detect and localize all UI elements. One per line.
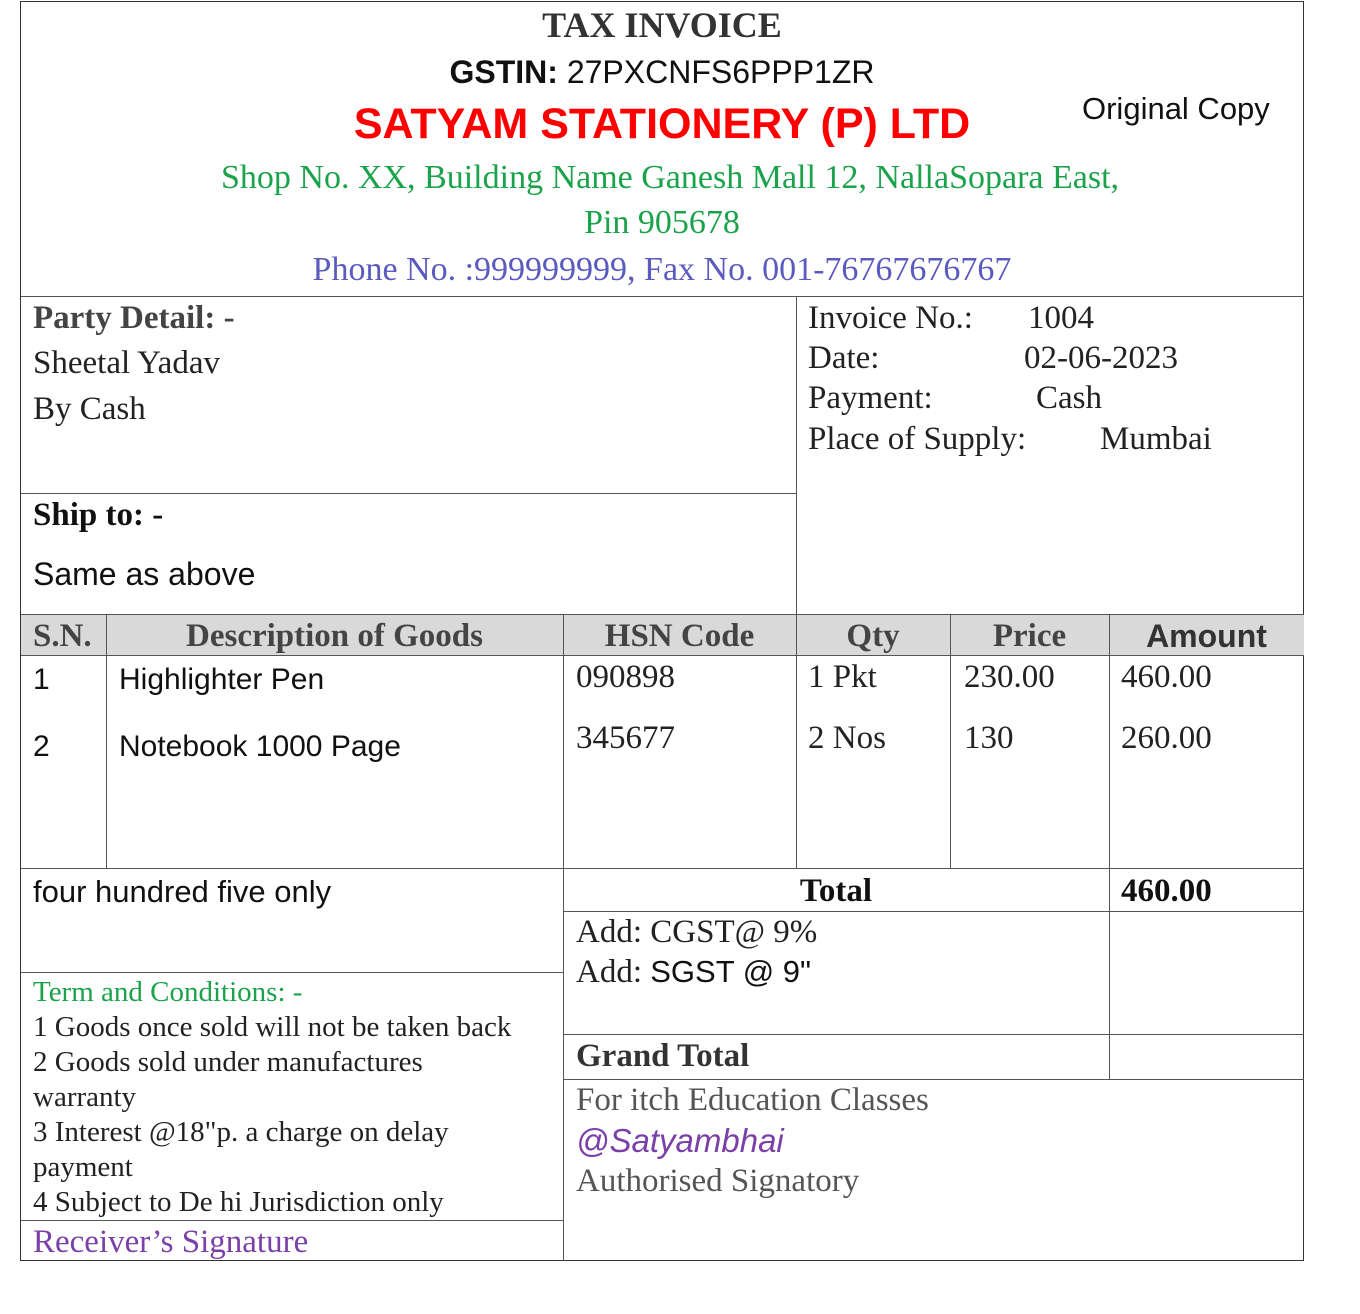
divider-table-top [21,614,1304,615]
divider-terms-receiver [21,1220,563,1221]
sgst-label [576,956,811,989]
amount-in-words: four hundred five only [33,874,332,909]
row-1-sn: 1 [33,663,50,696]
divider-taxes [563,1034,1304,1035]
row-1-hsn: 090898 [576,659,675,695]
row-2-sn: 2 [33,730,50,763]
receiver-signature-label: Receiver’s Signature [33,1224,309,1260]
authorised-signatory-label: Authorised Signatory [576,1163,860,1199]
row-2-hsn: 345677 [576,720,675,756]
terms-line-1: 1 Goods once sold will not be taken back [33,1011,512,1043]
terms-title: Term and Conditions: - [33,976,303,1008]
row-2-description: Notebook 1000 Page [119,730,401,763]
row-1-amount: 460.00 [1121,659,1212,695]
row-1-description: Highlighter Pen [119,663,325,696]
terms-line-2b: warranty [33,1081,137,1113]
sgst-prefix: Add: [576,954,642,990]
ship-to-label: Ship to: - [33,497,164,533]
row-2-amount: 260.00 [1121,720,1212,756]
terms-line-3a: 3 Interest @18"p. a charge on delay [33,1116,449,1148]
invoice-title: TAX INVOICE [542,5,782,45]
gstin-line [0,56,1324,88]
col-header-description: Description of Goods [186,618,483,654]
divider-words-terms [21,972,563,973]
row-2-price: 130 [964,720,1014,756]
payment-label: Payment: [808,380,933,416]
col-header-hsn: HSN Code [604,618,755,654]
party-name: Sheetal Yadav [33,345,220,381]
company-name: SATYAM STATIONERY (P) LTD [353,100,971,148]
col-divider-desc [563,614,564,1261]
grand-total-label: Grand Total [576,1038,750,1074]
ship-to-value: Same as above [33,556,256,592]
terms-line-2a: 2 Goods sold under manufactures [33,1046,423,1078]
divider-header [21,296,1304,297]
gstin-label: GSTIN: [449,54,558,90]
terms-line-3b: payment [33,1151,133,1183]
signature-handle: @Satyambhai [576,1122,784,1159]
cgst-label: Add: CGST@ 9% [576,914,818,950]
row-1-qty: 1 Pkt [808,659,877,695]
for-company-label: For itch Education Classes [576,1082,929,1118]
place-of-supply-label: Place of Supply: [808,421,1027,457]
party-detail-label: Party Detail: - [33,300,235,336]
terms-line-4: 4 Subject to De hi Jurisdiction only [33,1186,444,1218]
invoice-no-value: 1004 [1028,300,1094,336]
place-of-supply-value: Mumbai [1100,421,1212,457]
divider-grand-total [563,1079,1304,1080]
total-label: Total [799,873,873,909]
payment-value: Cash [1036,380,1102,416]
invoice-date-value: 02-06-2023 [1024,340,1178,376]
col-header-price: Price [992,618,1067,654]
col-header-qty: Qty [846,618,900,654]
contact-line: Phone No. :999999999, Fax No. 001-76767676767 [312,251,1012,288]
address-line-2: Pin 905678 [584,204,740,241]
party-payment-mode: By Cash [33,391,146,427]
row-2-qty: 2 Nos [808,720,886,756]
divider-total [563,911,1304,912]
col-header-amount: Amount [1146,618,1267,654]
divider-table-bottom [21,868,1304,869]
divider-table-header [21,655,1304,656]
total-value: 460.00 [1121,873,1212,909]
gstin-value: 27PXCNFS6PPP1ZR [566,54,875,90]
address-line-1: Shop No. XX, Building Name Ganesh Mall 12, NallaSopara East, [220,159,1120,196]
row-1-price: 230.00 [964,659,1055,695]
invoice-date-label: Date: [808,340,880,376]
col-header-sn: S.N. [33,618,92,654]
col-divider-price [1109,614,1110,1079]
divider-party-ship [21,493,796,494]
divider-party-invoice [796,296,797,868]
copy-label: Original Copy [1082,91,1270,126]
sgst-rest: SGST @ 9" [650,954,812,989]
invoice-no-label: Invoice No.: [808,300,973,336]
